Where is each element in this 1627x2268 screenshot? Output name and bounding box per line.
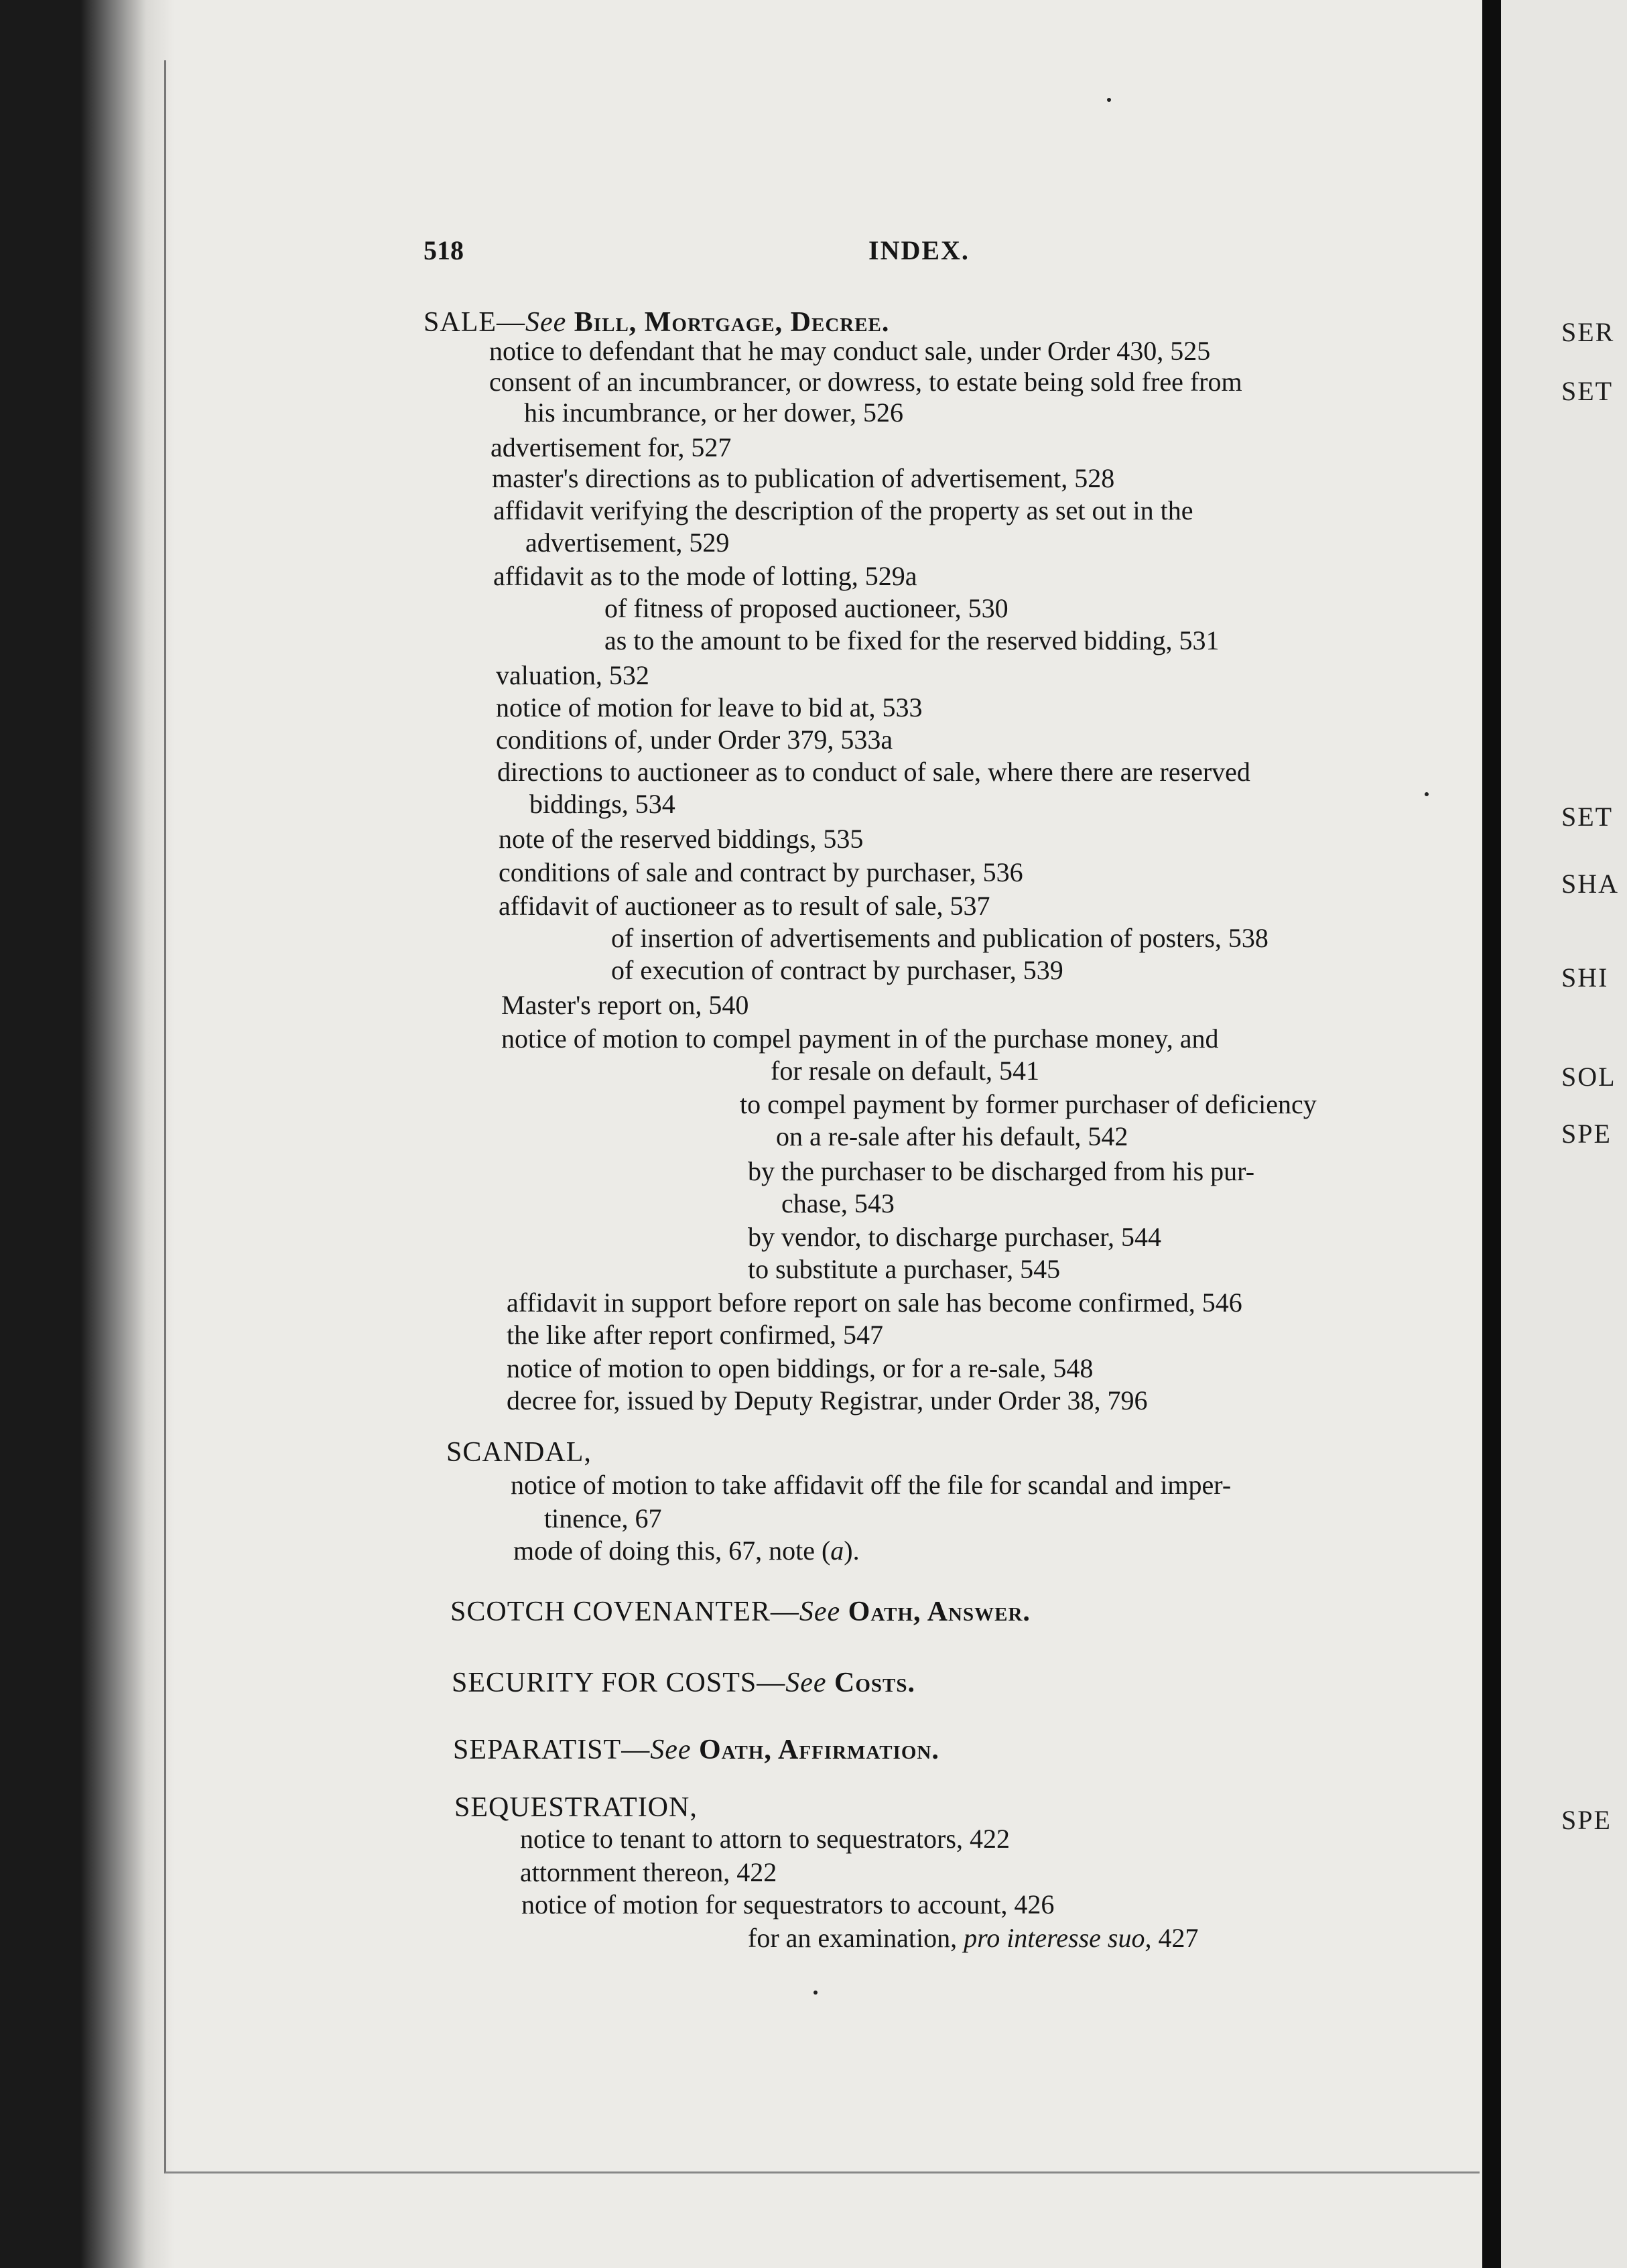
index-subentry: biddings, 534 (529, 789, 675, 819)
page-number: 518 (424, 235, 464, 265)
index-heading-scotch-covenanter (450, 1598, 1031, 1626)
index-subentry: on a re-sale after his default, 542 (776, 1121, 1128, 1151)
index-heading-scandal: SCANDAL, (446, 1437, 592, 1468)
index-subentry: notice to defendant that he may conduct sale, under Order 430, 525 (489, 336, 1211, 366)
cross-reference: Oath, Affirmation. (699, 1735, 939, 1765)
cross-reference: Costs. (834, 1667, 916, 1698)
index-subentry: the like after report confirmed, 547 (507, 1320, 883, 1350)
index-subentry: by the purchaser to be discharged from his pur- (748, 1156, 1255, 1186)
index-subentry: decree for, issued by Deputy Registrar, under Order 38, 796 (507, 1385, 1148, 1415)
index-subentry: directions to auctioneer as to conduct of sale, where there are reserved (497, 757, 1250, 787)
scan-speck (1425, 792, 1429, 796)
index-subentry: to compel payment by former purchaser of deficiency (740, 1089, 1317, 1119)
index-subentry: conditions of sale and contract by purchaser, 536 (499, 857, 1023, 887)
index-subentry: notice of motion for leave to bid at, 533 (496, 692, 923, 722)
index-term: SECURITY FOR COSTS— (452, 1667, 786, 1698)
index-subentry: chase, 543 (781, 1188, 895, 1218)
index-subentry: his incumbrance, or her dower, 526 (524, 397, 903, 428)
index-subentry: notice of motion to compel payment in of the purchase money, and (501, 1023, 1219, 1054)
index-subentry: master's directions as to publication of advertisement, 528 (492, 463, 1115, 493)
index-subentry: as to the amount to be fixed for the reserved bidding, 531 (604, 625, 1220, 655)
index-subentry: for resale on default, 541 (771, 1056, 1039, 1086)
index-heading-separatist (453, 1736, 939, 1764)
index-subentry: tinence, 67 (544, 1503, 662, 1533)
index-subentry-italic: a (830, 1535, 844, 1566)
index-subentry: attornment thereon, 422 (520, 1857, 777, 1887)
index-subentry: to substitute a purchaser, 545 (748, 1254, 1061, 1284)
index-subentry: notice of motion for sequestrators to account, 426 (521, 1889, 1055, 1919)
index-subentry (748, 1925, 1198, 1952)
cross-reference: Oath, Answer. (848, 1596, 1031, 1627)
index-subentry: notice of motion to open biddings, or for a re-sale, 548 (507, 1353, 1094, 1383)
facing-word: SHA (1561, 869, 1620, 899)
scan-speck (814, 1991, 818, 1995)
index-subentry: Master's report on, 540 (501, 990, 749, 1020)
cross-reference: Bill, Mortgage, Decree. (574, 307, 890, 338)
facing-word: SHI (1561, 962, 1609, 993)
book-gutter (1482, 0, 1501, 2268)
facing-word: SET (1561, 376, 1614, 406)
index-subentry-text: mode of doing this, 67, note ( (513, 1535, 831, 1566)
index-subentry: of execution of contract by purchaser, 539 (611, 955, 1063, 985)
index-subentry: advertisement for, 527 (491, 432, 732, 462)
index-subentry: conditions of, under Order 379, 533a (496, 724, 893, 755)
index-subentry: notice to tenant to attorn to sequestrators, 422 (520, 1824, 1010, 1854)
facing-word: SER (1561, 317, 1615, 347)
index-subentry: affidavit as to the mode of lotting, 529a (493, 561, 917, 591)
index-subentry (513, 1537, 860, 1564)
facing-word: SET (1561, 802, 1614, 832)
facing-word: SPE (1561, 1119, 1612, 1149)
see-word: See (785, 1667, 827, 1698)
facing-word: SOL (1561, 1062, 1616, 1092)
index-subentry-italic: pro interesse suo, (964, 1923, 1152, 1953)
index-heading-sequestration: SEQUESTRATION, (454, 1792, 698, 1823)
index-subentry: affidavit verifying the description of the property as set out in the (493, 495, 1193, 525)
index-subentry: by vendor, to discharge purchaser, 544 (748, 1222, 1161, 1252)
index-subentry: advertisement, 529 (525, 527, 730, 558)
index-subentry: notice of motion to take affidavit off the file for scandal and imper- (511, 1470, 1232, 1500)
facing-word: SPE (1561, 1805, 1612, 1835)
index-heading-security-for-costs (452, 1669, 915, 1697)
index-subentry-text: 427 (1158, 1923, 1199, 1953)
index-term: SEPARATIST— (453, 1735, 651, 1765)
index-subentry: valuation, 532 (496, 660, 649, 690)
page-left-edge (80, 0, 174, 2268)
index-term: SCOTCH COVENANTER— (450, 1596, 799, 1627)
index-subentry: affidavit of auctioneer as to result of sale, 537 (499, 891, 990, 921)
index-subentry-text: ). (844, 1535, 860, 1566)
index-subentry: affidavit in support before report on sale has become confirmed, 546 (507, 1287, 1242, 1318)
index-term: SALE— (424, 307, 525, 338)
see-word: See (650, 1735, 692, 1765)
index-subentry: of fitness of proposed auctioneer, 530 (604, 593, 1008, 623)
index-subentry: note of the reserved biddings, 535 (499, 824, 864, 854)
scan-speck (1107, 98, 1111, 102)
index-subentry-text: for an examination, (748, 1923, 958, 1953)
index-heading-sale (424, 308, 889, 336)
see-word: See (525, 307, 567, 338)
running-head: INDEX. (868, 235, 970, 265)
index-subentry: consent of an incumbrancer, or dowress, to estate being sold free from (489, 367, 1242, 397)
index-subentry: of insertion of advertisements and publication of posters, 538 (611, 923, 1268, 953)
see-word: See (799, 1596, 841, 1627)
